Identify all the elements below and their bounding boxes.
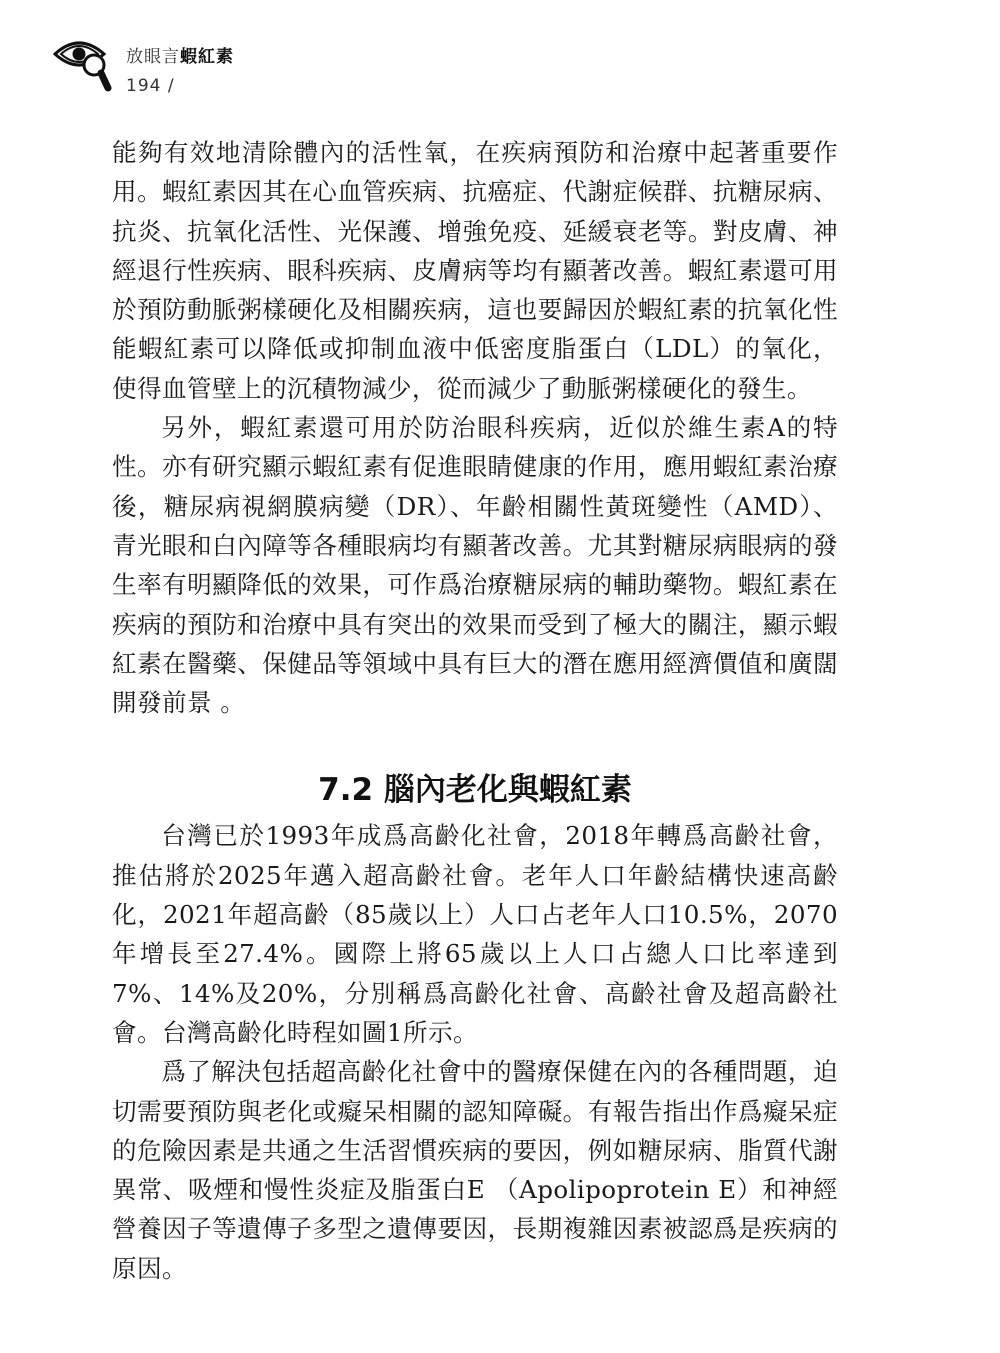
paragraph: 另外，蝦紅素還可用於防治眼科疾病，近似於維生素A的特性。亦有研究顯示蝦紅素有促進眼睛健康的作用，應用蝦紅素治療後，糖尿病視網膜病變（DR）、年齡相關性黃斑變性（AMD）、青光眼和白內障等各種眼病均有顯著改善。尤其對糖尿病眼病的發生率有明顯降低的效果，可作爲治療糖尿病的輔助藥物。蝦紅素在疾病的預防和治療中具有突出的效果而受到了極大的關注，顯示蝦紅素在醫藥、保健品等領域中具有巨大的潛在應用經濟價值和廣闊開發前景 。 bbox=[112, 413, 838, 718]
paragraph: 台灣已於1993年成爲高齡化社會，2018年轉爲高齡社會，推估將於2025年邁入超高齡社會。老年人口年齡結構快速高齡化，2021年超高齡（85歲以上）人口占老年人口10.5%，2070年增長至27.4%。國際上將65歲以上人口占總人口比率達到7%、14%及20%，分別稱爲高齡化社會、高齡社會及超高齡社會。台灣高齡化時程如圖1所示。 bbox=[112, 821, 838, 1047]
eye-magnifier-icon bbox=[52, 34, 118, 96]
page-header bbox=[52, 32, 352, 102]
page-number: 194 / bbox=[126, 76, 175, 96]
paragraph: 爲了解決包括超高齡化社會中的醫療保健在內的各種問題，迫切需要預防與老化或癡呆相關的認知障礙。有報告指出作爲癡呆症的危險因素是共通之生活習慣疾病的要因，例如糖尿病、脂質代謝異常、吸煙和慢性炎症及脂蛋白E （Apolipoprotein E）和神經營養因子等遺傳子多型之遺傳要因，長期複雜因素被認爲是疾病的原因。 bbox=[112, 1057, 838, 1283]
section-title: 7.2 腦內老化與蝦紅素 bbox=[318, 772, 632, 809]
book-title-plain: 放眼言 bbox=[126, 47, 180, 67]
book-title bbox=[126, 42, 234, 67]
page-body bbox=[112, 133, 838, 1288]
paragraph: 能夠有效地清除體內的活性氧，在疾病預防和治療中起著重要作用。蝦紅素因其在心血管疾病、抗癌症、代謝症候群、抗糖尿病、抗炎、抗氧化活性、光保護、增強免疫、延緩衰老等。對皮膚、神經退行性疾病、眼科疾病、皮膚病等均有顯著改善。蝦紅素還可用於預防動脈粥樣硬化及相關疾病，這也要歸因於蝦紅素的抗氧化性能蝦紅素可以降低或抑制血液中低密度脂蛋白（LDL）的氧化，使得血管壁上的沉積物減少，從而減少了動脈粥樣硬化的發生。 bbox=[112, 138, 838, 403]
book-title-bold: 蝦紅素 bbox=[180, 47, 234, 67]
